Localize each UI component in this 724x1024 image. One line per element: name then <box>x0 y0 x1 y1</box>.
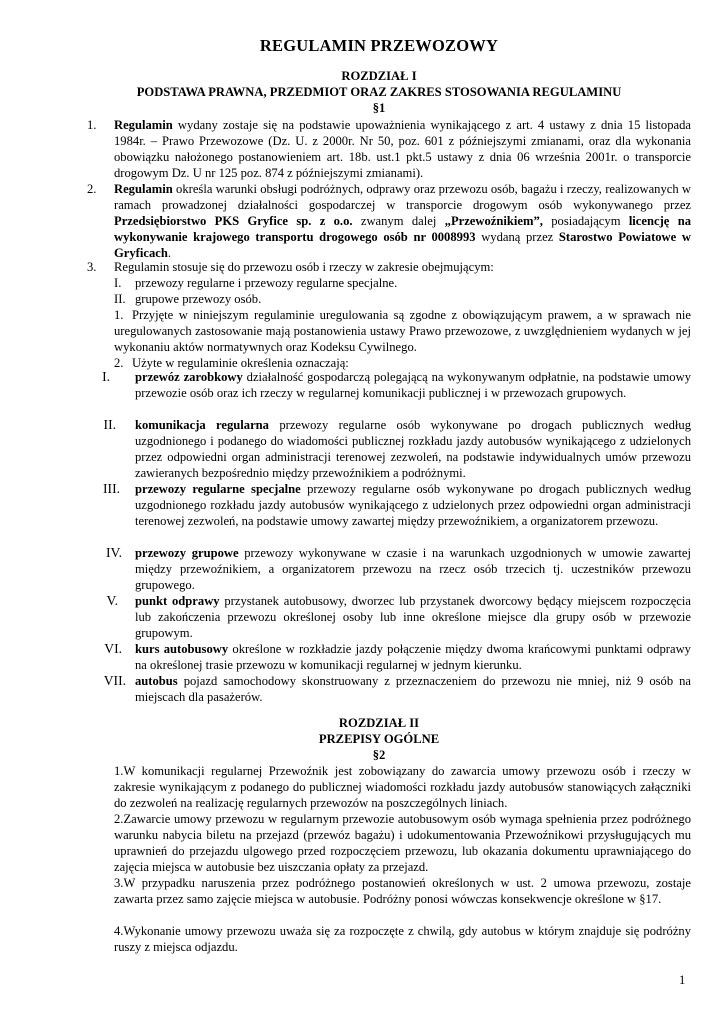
company-name: Przedsiębiorstwo PKS Gryfice sp. z o.o. <box>114 214 353 229</box>
paragraph-text: wydaną przez <box>475 230 559 245</box>
page-number: 1 <box>679 973 686 987</box>
sub-item-text: grupowe przewozy osób. <box>135 292 262 306</box>
note-number: 1. <box>114 308 124 322</box>
chapter-1-subtitle: PODSTAWA PRAWNA, PRZEDMIOT ORAZ ZAKRES STOSOWANIA REGULAMINU <box>136 85 622 99</box>
note-text: Użyte w regulaminie określenia oznaczają: <box>132 356 349 370</box>
item-number: 2. <box>87 182 97 196</box>
definition-term: autobus <box>135 674 178 688</box>
item-text: Wykonanie umowy przewozu uważa się za rozpoczęte z chwilą, gdy autobus w którym znajduje się podróżny ruszy z miejsca odjazdu. <box>114 924 691 955</box>
section-2-item <box>114 875 691 907</box>
item-number: 1. <box>87 118 97 132</box>
definition-number: V. <box>106 593 118 608</box>
item-number: 1. <box>114 764 124 778</box>
paragraph-text: zwanym dalej <box>352 214 445 229</box>
section-2-item <box>114 923 691 955</box>
definition-item <box>135 369 691 401</box>
definition-item <box>135 593 691 641</box>
note-text: Przyjęte w niniejszym regulaminie uregulowania są zgodne z obowiązującym prawem, a w sprawach nie uregulowanych zastosowanie mają postanowienia ustawy Prawo przewozowe, z uwzględnieniem wydanych w jej wykonaniu aktów normatywnych oraz Kodeksu Cywilnego. <box>114 308 691 355</box>
definition-item <box>135 545 691 593</box>
definition-item <box>135 641 691 673</box>
definition-term: przewóz zarobkowy <box>135 370 243 384</box>
paragraph-2 <box>114 181 691 261</box>
definition-item <box>135 673 691 705</box>
definition-text: przewozy wykonywane w czasie i na warunkach uzgodnionych w umowie zawartej między przewoźnikiem, a organizatorem przewozu na rzecz osób trzecich tj. uczestników przewozu grupowego. <box>135 546 692 593</box>
paragraph-1 <box>114 117 691 181</box>
item-number: 4. <box>114 924 124 938</box>
definition-number: I. <box>102 369 110 384</box>
section-2-item <box>114 763 691 811</box>
definition-number: III. <box>103 481 120 496</box>
definition-text: określone w rozkładzie jazdy połączenie między dwoma krańcowymi punktami odprawy na określonej trasie przewozu w komunikacji regularnej w jednym kierunku. <box>135 642 691 673</box>
definition-text: przewozy regularne osób wykonywane po drogach publicznych według uzgodnionego i podanego do wiadomości publicznej rozkładu jazdy autobusów wynikającego z udzielonych przez odpowiedni organ administracji terenowej zezwoleń, na podstawie indywidualnych umów przewozu zawieranych bezpośrednio między przewoźnikiem a podróżnymi. <box>135 418 691 481</box>
definition-text: przystanek autobusowy, dworzec lub przystanek dworcowy będący miejscem rozpoczęcia lub zakończenia przewozu określonej osoby lub inne określone miejsce dla grupy osób w przewozie grupowym. <box>135 594 691 641</box>
definition-number: VI. <box>104 641 122 656</box>
definition-number: II. <box>103 417 116 432</box>
definition-number: IV. <box>106 545 122 560</box>
license-text: licencję na wykonywanie krajowego transportu drogowego osób nr 0008993 <box>114 214 691 245</box>
definition-number: VII. <box>103 673 126 688</box>
section-1-symbol: §1 <box>372 101 386 115</box>
definition-text: działalność gospodarczą polegającą na wykonywanym odpłatnie, na podstawie umowy przewozie osób oraz ich rzeczy w regularnej komunikacji publicznej i w przewozach grupowych. <box>135 370 691 401</box>
document-title: REGULAMIN PRZEWOZOWY <box>259 36 499 55</box>
note-number: 2. <box>114 356 124 370</box>
definition-term: przewozy grupowe <box>135 546 239 560</box>
paragraph-3: Regulamin stosuje się do przewozu osób i rzeczy w zakresie obejmującym: <box>114 260 494 274</box>
issuer-name: Starostwo Powiatowe w Gryficach <box>114 230 691 261</box>
definition-text: pojazd samochodowy skonstruowany z przeznaczeniem do przewozu nie mniej, niż 9 osób na miejscach dla pasażerów. <box>135 674 691 705</box>
bold-term: Regulamin <box>114 118 173 132</box>
chapter-2-label: ROZDZIAŁ II <box>338 716 420 730</box>
carrier-term: „Przewoźnikiem”, <box>444 214 543 229</box>
paragraph-text: posiadającym <box>542 214 629 229</box>
definition-text: przewozy regularne osób wykonywane po drogach publicznych według uzgodnionego rozkładu jazdy autobusów wynikającego z udzielonych przez odpowiedni organ administracji terenowej zezwoleń, na podstawie umowy zawartej między przewoźnikiem, a organizatorem przewozu. <box>135 482 691 529</box>
paragraph-text: wydany zostaje się na podstawie upoważnienia wynikającego z art. 4 ustawy z dnia 15 listopada 1984r. – Prawo Przewozowe (Dz. U. z 2000r. Nr 50, poz. 601 z późniejszymi zmianami, oraz dla wykonania obowiązku nałożonego postanowieniem art. 18b. ust.1 pkt.5 ustawy z dnia 06 września 2001r. o transporcie drogowym Dz. U nr 125 poz. 874 z późniejszymi zmianami). <box>114 118 691 181</box>
sub-item-number: I. <box>114 276 122 290</box>
section-2-symbol: §2 <box>372 748 386 762</box>
item-number: 3. <box>114 876 124 890</box>
bold-term: Regulamin <box>114 182 173 196</box>
definition-term: kurs autobusowy <box>135 642 229 656</box>
definition-term: przewozy regularne specjalne <box>135 482 301 496</box>
note-1 <box>114 307 691 355</box>
item-text: W komunikacji regularnej Przewoźnik jest zobowiązany do zawarcia umowy przewozu osób i rzeczy w zakresie wynikającym z podanego do publicznej wiadomości rozkładu jazdy autobusów stanowiących załączniki do zezwoleń na realizację regularnych przewozów na poszczególnych liniach. <box>114 764 691 811</box>
item-number: 3. <box>87 260 97 274</box>
item-text: Zawarcie umowy przewozu w regularnym przewozie autobusowym osób wymaga spełnienia przez podróżnego warunku nabycia biletu na przejazd (przewóz bagażu) i udokumentowania Przewoźnikowi przysługujących mu uprawnień do przejazdu ulgowego przed rozpoczęciem przewozu, lub okazania dokumentu uprawniającego do zajęcia miejsca w autobusie bez uiszczania opłaty za przejazd. <box>114 812 691 875</box>
definition-term: punkt odprawy <box>135 594 220 608</box>
chapter-1-label: ROZDZIAŁ I <box>341 69 417 83</box>
section-2-item <box>114 811 691 875</box>
sub-item-text: przewozy regularne i przewozy regularne specjalne. <box>135 276 398 290</box>
paragraph-text: . <box>167 246 172 261</box>
definition-item <box>135 417 691 481</box>
definition-item <box>135 481 691 529</box>
chapter-2-subtitle: PRZEPISY OGÓLNE <box>318 732 440 746</box>
sub-item-number: II. <box>114 292 126 306</box>
item-number: 2. <box>114 812 124 826</box>
paragraph-text: określa warunki obsługi podróżnych, odprawy oraz przewozu osób, bagażu i rzeczy, realizowanych w ramach prowadzonej działalności gospodarczej w transporcie drogowym osób wykonywanego przez <box>114 182 691 213</box>
item-text: W przypadku naruszenia przez podróżnego postanowień określonych w ust. 2 umowa przewozu, zostaje zawarta przez samo zajęcie miejsca w autobusie. Podróżny ponosi wówczas konsekwencje określone w §17. <box>114 876 691 907</box>
definition-term: komunikacja regularna <box>135 418 269 432</box>
